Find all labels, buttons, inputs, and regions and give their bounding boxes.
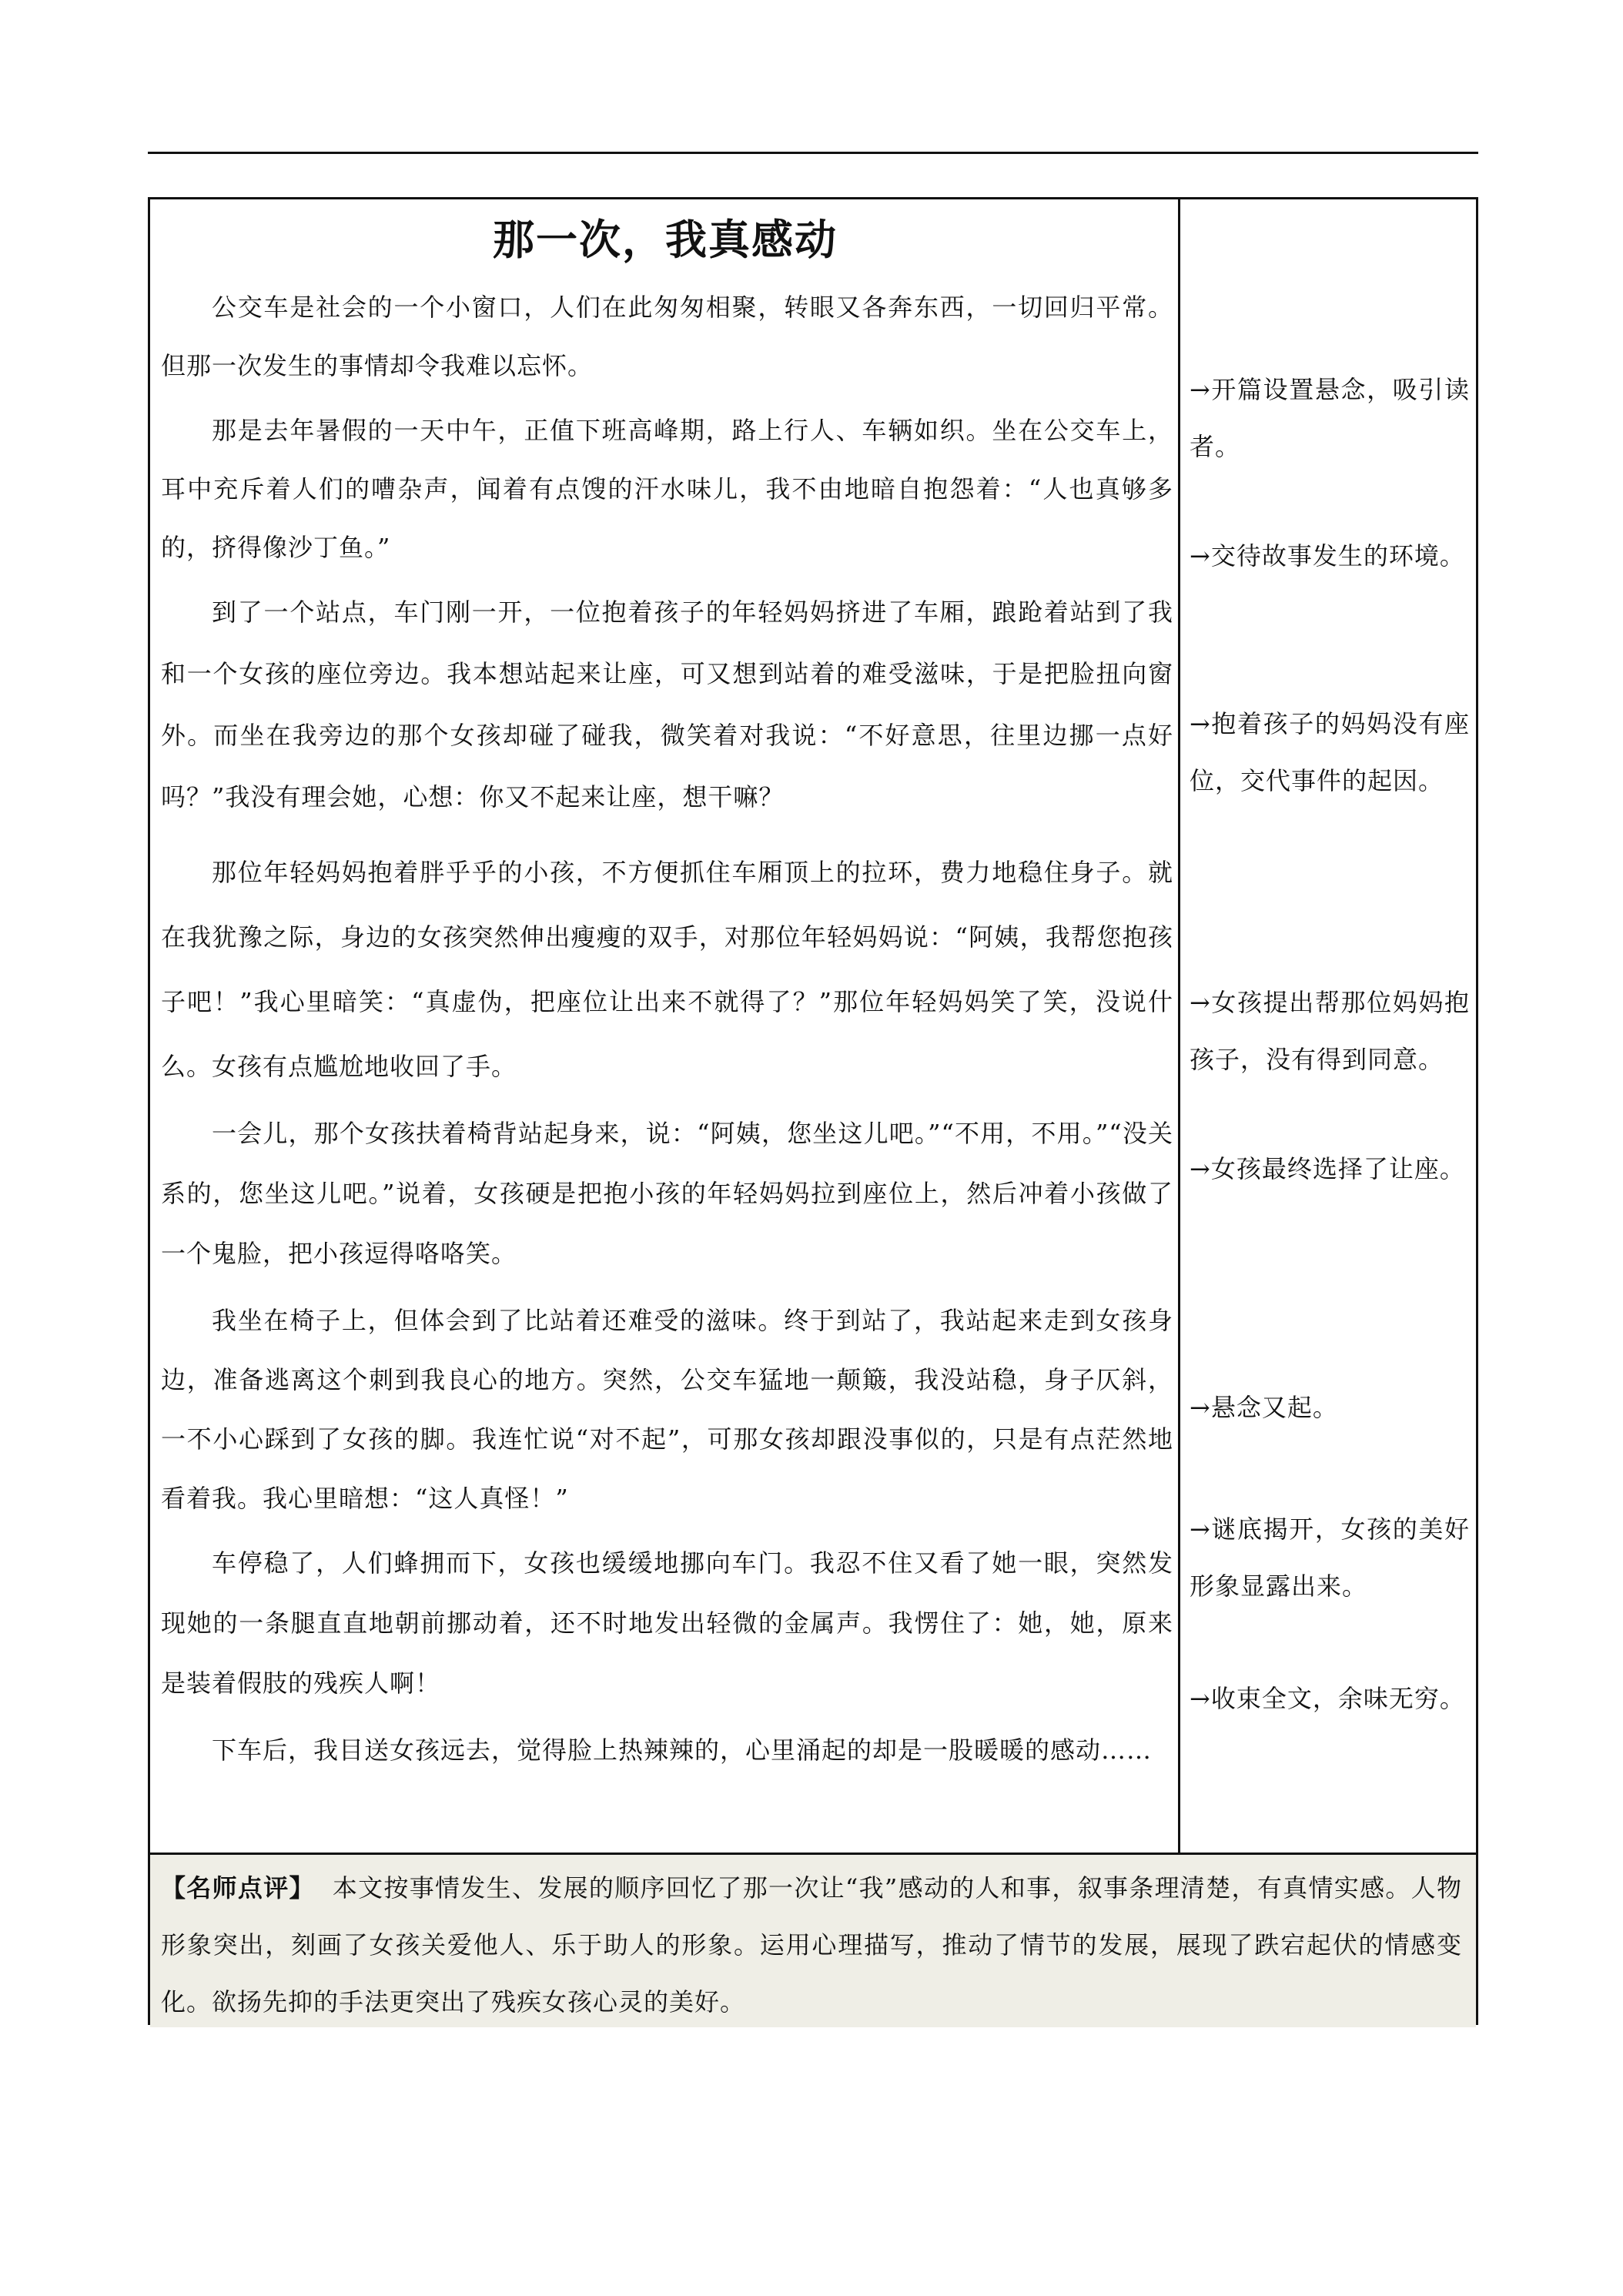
essay-column [150, 199, 1180, 1853]
header-rule [148, 152, 1478, 154]
essay-paragraph-4: 那位年轻妈妈抱着胖乎乎的小孩，不方便抓住车厢顶上的拉环，费力地稳住身子。就在我犹豫之际，身边的女孩突然伸出瘦瘦的双手，对那位年轻妈妈说：“阿姨，我帮您抱孩子吧！”我心里暗笑：“真虚伪，把座位让出来不就得了？”那位年轻妈妈笑了笑，没说什么。女孩有点尴尬地收回了手。 [161, 858, 1173, 1081]
annotation-8: →收束全文，余味无穷。 [1190, 1684, 1465, 1713]
essay-paragraph-8: 下车后，我目送女孩远去，觉得脸上热辣辣的，心里涌起的却是一股暖暖的感动…… [212, 1735, 1153, 1765]
annotation-5: →女孩最终选择了让座。 [1190, 1154, 1465, 1183]
essay-paragraph-2: 那是去年暑假的一天中午，正值下班高峰期，路上行人、车辆如织。坐在公交车上，耳中充斥着人们的嘈杂声，闻着有点馊的汗水味儿，我不由地暗自抱怨着：“人也真够多的，挤得像沙丁鱼。” [161, 416, 1173, 562]
review-text-block [161, 1859, 1462, 2030]
essay-paragraph-5: 一会儿，那个女孩扶着椅背站起身来，说：“阿姨，您坐这儿吧。”“不用，不用。”“没关系的，您坐这儿吧。”说着，女孩硬是把抱小孩的年轻妈妈拉到座位上，然后冲着小孩做了一个鬼脸，把小孩逗得咯咯笑。 [161, 1119, 1173, 1268]
annotation-4: →女孩提出帮那位妈妈抱孩子，没有得到同意。 [1190, 988, 1470, 1074]
annotation-3: →抱着孩子的妈妈没有座位，交代事件的起因。 [1190, 709, 1470, 795]
essay-sheet [148, 197, 1478, 2025]
essay-paragraph-6: 我坐在椅子上，但体会到了比站着还难受的滋味。终于到站了，我站起来走到女孩身边，准备逃离这个刺到我良心的地方。突然，公交车猛地一颠簸，我没站稳，身子仄斜，一不小心踩到了女孩的脚。我连忙说“对不起”，可那女孩却跟没事似的，只是有点茫然地看着我。我心里暗想：“这人真怪！” [161, 1306, 1173, 1513]
review-label: 【名师点评】 [161, 1873, 315, 1903]
review-text: 本文按事情发生、发展的顺序回忆了那一次让“我”感动的人和事，叙事条理清楚，有真情实感。人物形象突出，刻画了女孩关爱他人、乐于助人的形象。运用心理描写，推动了情节的发展，展现了跌宕起伏的情感变化。欲扬先抑的手法更突出了残疾女孩心灵的美好。 [161, 1873, 1462, 2017]
essay-paragraph-3: 到了一个站点，车门刚一开，一位抱着孩子的年轻妈妈挤进了车厢，踉跄着站到了我和一个女孩的座位旁边。我本想站起来让座，可又想到站着的难受滋味，于是把脸扭向窗外。而坐在我旁边的那个女孩却碰了碰我，微笑着对我说：“不好意思，往里边挪一点好吗？”我没有理会她，心想：你又不起来让座，想干嘛？ [161, 597, 1173, 812]
essay-paragraph-7: 车停稳了，人们蜂拥而下，女孩也缓缓地挪向车门。我忍不住又看了她一眼，突然发现她的一条腿直直地朝前挪动着，还不时地发出轻微的金属声。我愣住了：她，她，原来是装着假肢的残疾人啊！ [161, 1548, 1173, 1698]
essay-title: 那一次，我真感动 [493, 216, 838, 264]
annotation-1: →开篇设置悬念，吸引读者。 [1190, 375, 1470, 461]
annotation-column [1180, 199, 1476, 1853]
essay-paragraph-1: 公交车是社会的一个小窗口，人们在此匆匆相聚，转眼又各奔东西，一切回归平常。但那一次发生的事情却令我难以忘怀。 [161, 293, 1173, 380]
annotation-2: →交待故事发生的环境。 [1190, 541, 1465, 571]
teacher-review [150, 1853, 1476, 2027]
annotation-6: →悬念又起。 [1190, 1393, 1338, 1422]
annotation-7: →谜底揭开，女孩的美好形象显露出来。 [1190, 1514, 1470, 1601]
